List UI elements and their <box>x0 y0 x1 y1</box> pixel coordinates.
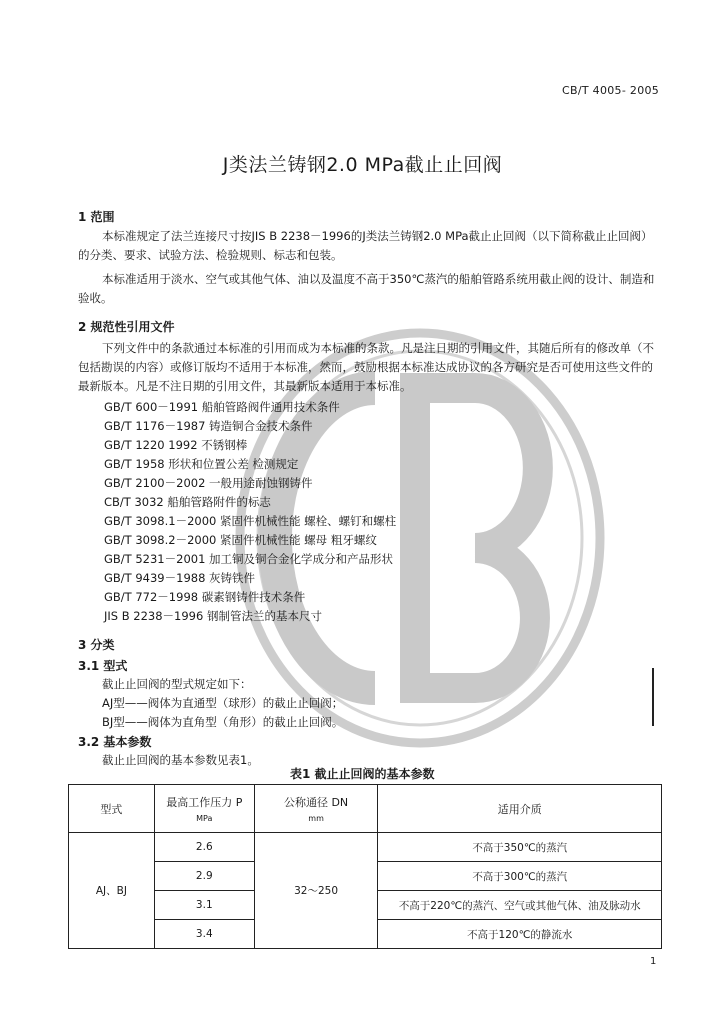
type-bj-definition: BJ型——阀体为直角型（角形）的截止止回阀。 <box>102 715 344 729</box>
cell-pressure: 2.6 <box>154 833 254 862</box>
cell-pressure: 2.9 <box>154 862 254 891</box>
reference-item: GB/T 5231－2001 加工铜及铜合金化学成分和产品形状 <box>104 552 394 566</box>
reference-item: GB/T 1220 1992 不锈钢棒 <box>104 438 248 452</box>
section-1-heading: 1 范围 <box>78 210 115 224</box>
cell-medium: 不高于350℃的蒸汽 <box>378 833 662 862</box>
table-row <box>69 833 662 862</box>
reference-item: GB/T 600－1991 船舶管路阀件通用技术条件 <box>104 400 340 414</box>
section-1-paragraph-2: 本标准适用于淡水、空气或其他气体、油以及温度不高于350℃蒸汽的船舶管路系统用截止阀的设计、制造和验收。 <box>78 272 655 305</box>
header-dn-unit: mm <box>308 814 324 823</box>
cell-dn: 32～250 <box>254 833 378 949</box>
header-type: 型式 <box>69 785 155 833</box>
standard-number: CB/T 4005- 2005 <box>562 84 660 97</box>
page-number: 1 <box>650 956 657 967</box>
reference-item: GB/T 9439－1988 灰铸铁件 <box>104 571 256 585</box>
reference-item: GB/T 3098.1－2000 紧固件机械性能 螺栓、螺钉和螺柱 <box>104 514 397 528</box>
cell-pressure: 3.1 <box>154 891 254 920</box>
reference-item: CB/T 3032 船舶管路附件的标志 <box>104 495 271 509</box>
reference-item: GB/T 2100－2002 一般用途耐蚀钢铸件 <box>104 476 313 490</box>
type-aj-definition: AJ型——阀体为直通型（球形）的截止止回阀； <box>102 696 344 710</box>
reference-item: JIS B 2238－1996 钢制管法兰的基本尺寸 <box>104 609 322 623</box>
header-pressure-unit: MPa <box>196 814 213 823</box>
document-title: J类法兰铸钢2.0 MPa截止止回阀 <box>222 154 503 176</box>
cell-pressure: 3.4 <box>154 920 254 949</box>
cell-medium: 不高于300℃的蒸汽 <box>378 862 662 891</box>
section-3-1-intro: 截止止回阀的型式规定如下： <box>102 677 252 691</box>
reference-item: GB/T 1958 形状和位置公差 检测规定 <box>104 457 299 471</box>
reference-item: GB/T 3098.2－2000 紧固件机械性能 螺母 粗牙螺纹 <box>104 533 377 547</box>
reference-item: GB/T 1176－1987 铸造铜合金技术条件 <box>104 419 313 433</box>
reference-item: GB/T 772－1998 碳素钢铸件技术条件 <box>104 590 306 604</box>
section-3-heading: 3 分类 <box>78 638 115 652</box>
header-pressure <box>154 785 254 833</box>
table-header-row <box>69 785 662 833</box>
cell-medium: 不高于120℃的静流水 <box>378 920 662 949</box>
section-2-heading: 2 规范性引用文件 <box>78 320 175 334</box>
header-dn-label: 公称通径 DN <box>283 796 349 809</box>
margin-change-bar <box>652 668 654 726</box>
section-3-2-heading: 3.2 基本参数 <box>78 735 152 749</box>
table-caption: 表1 截止止回阀的基本参数 <box>290 767 435 781</box>
basic-parameters-table <box>68 784 662 949</box>
section-2-paragraph: 下列文件中的条款通过本标准的引用而成为本标准的条款。凡是注日期的引用文件，其随后所有的修改单（不包括勘误的内容）或修订版均不适用于本标准，然而，鼓励根据本标准达成协议的各方研究是否可使用这些文件的最新版本。凡是不注日期的引用文件，其最新版本适用于本标准。 <box>78 341 654 393</box>
section-3-1-heading: 3.1 型式 <box>78 659 128 673</box>
header-dn <box>254 785 378 833</box>
cell-type: AJ、BJ <box>69 833 155 949</box>
header-pressure-label: 最高工作压力 P <box>166 796 243 809</box>
section-1-paragraph-1: 本标准规定了法兰连接尺寸按JIS B 2238－1996的J类法兰铸钢2.0 MPa截止止回阀（以下简称截止止回阀）的分类、要求、试验方法、检验规则、标志和包装。 <box>78 229 653 262</box>
header-medium: 适用介质 <box>378 785 662 833</box>
cell-medium: 不高于220℃的蒸汽、空气或其他气体、油及脉动水 <box>378 891 662 920</box>
section-3-2-intro: 截止止回阀的基本参数见表1。 <box>102 753 259 767</box>
